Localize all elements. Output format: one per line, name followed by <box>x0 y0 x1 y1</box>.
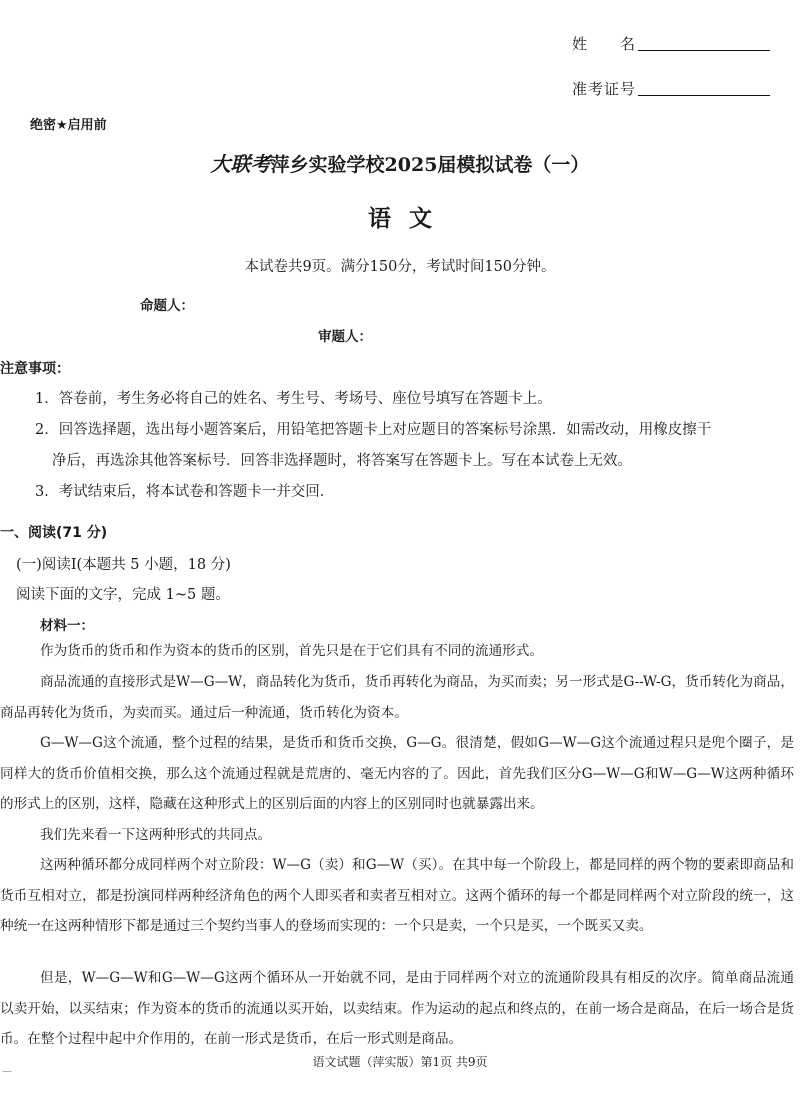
passage-paragraph: 作为货币的货币和作为资本的货币的区别，首先只是在于它们具有不同的流通形式。 <box>40 643 543 659</box>
passage-paragraph: 但是，W—G—W和G—W—G这两个循环从一开始就不同，是由于同样两个对立的流通阶段具有相反的次序。简单商品流通以卖开始，以买结束；作为资本的货币的流通以买开始，以卖结束。作为运动的起点和终点的，在前一场合是商品，在后一场合是货币。在整个过程中起中介作用的，在前一形式是货币，在后一形式则是商品。 <box>0 970 794 1048</box>
name-field <box>572 33 770 54</box>
subject-title: 语文 <box>368 206 450 232</box>
note-item: 2．回答选择题，选出每小题答案后，用铅笔把答题卡上对应题目的答案标号涂黑．如需改动，用橡皮擦干 <box>35 422 712 438</box>
name-blank <box>638 49 770 51</box>
instruction-text: 阅读下面的文字，完成 1~5 题。 <box>16 587 230 603</box>
proposer-label: 命题人： <box>140 298 194 314</box>
note-item: 1．答卷前，考生务必将自己的姓名、考生号、考场号、座位号填写在答题卡上。 <box>35 391 552 407</box>
id-field <box>572 78 770 99</box>
passage-paragraph: G—W—G这个流通，整个过程的结果，是货币和货币交换，G—G。很清楚，假如G—W—G这个流通过程只是兜个圈子，是同样大的货币价值相交换，那么这个流通过程就是荒唐的、毫无内容的了。因此，首先我们区分G—W—G和W—G—W这两种循环的形式上的区别，这样，隐藏在这种形式上的区别后面的内容上的区别同时也就暴露出来。 <box>0 735 794 813</box>
note-item: 净后，再选涂其他答案标号．回答非选择题时，将答案写在答题卡上。写在本试卷上无效。 <box>52 453 632 469</box>
passage-paragraph: 这两种循环都分成同样两个对立阶段：W—G（卖）和G—W（买）。在其中每一个阶段上，都是同样的两个物的要素即商品和货币互相对立，都是扮演同样两种经济角色的两个人即买者和卖者互相对立。这两个循环的每一个都是同样两个对立阶段的统一，这种统一在这两种情形下都是通过三个契约当事人的登场而实现的：一个只是卖，一个只是买，一个既买又卖。 <box>0 857 794 935</box>
passage-paragraph: 商品流通的直接形式是W—G—W，商品转化为货币，货币再转化为商品，为买而卖；另一形式是G--W-G，货币转化为商品，商品再转化为货币，为卖而买。通过后一种流通，货币转化为资本。 <box>0 674 794 721</box>
name-label: 姓 名 <box>571 35 636 53</box>
reviewer-label: 审题人： <box>318 329 372 345</box>
page-footer: 语文试题（萍实版）第1页 共9页 <box>312 1055 488 1069</box>
confidential-mark: 绝密★启用前 <box>30 118 107 133</box>
corner-mark-icon: — <box>2 1066 12 1077</box>
passage-paragraph: 我们先来看一下这两种形式的共同点。 <box>40 827 272 843</box>
section-title: 一、阅读(71 分) <box>0 525 108 541</box>
exam-title-text: 萍乡实验学校2025届模拟试卷（一） <box>270 154 590 176</box>
id-blank <box>638 94 770 96</box>
subsection-title: (一)阅读Ⅰ(本题共 5 小题，18 分) <box>16 557 231 573</box>
material-label: 材料一： <box>40 618 94 634</box>
id-label: 准考证号 <box>571 80 636 98</box>
note-item: 3．考试结束后，将本试卷和答题卡一并交回． <box>35 484 335 500</box>
notes-heading: 注意事项： <box>0 361 70 377</box>
exam-info: 本试卷共9页。满分150分，考试时间150分钟。 <box>244 259 556 275</box>
exam-title <box>0 148 800 177</box>
brand-logo: 大联考 <box>210 152 271 176</box>
